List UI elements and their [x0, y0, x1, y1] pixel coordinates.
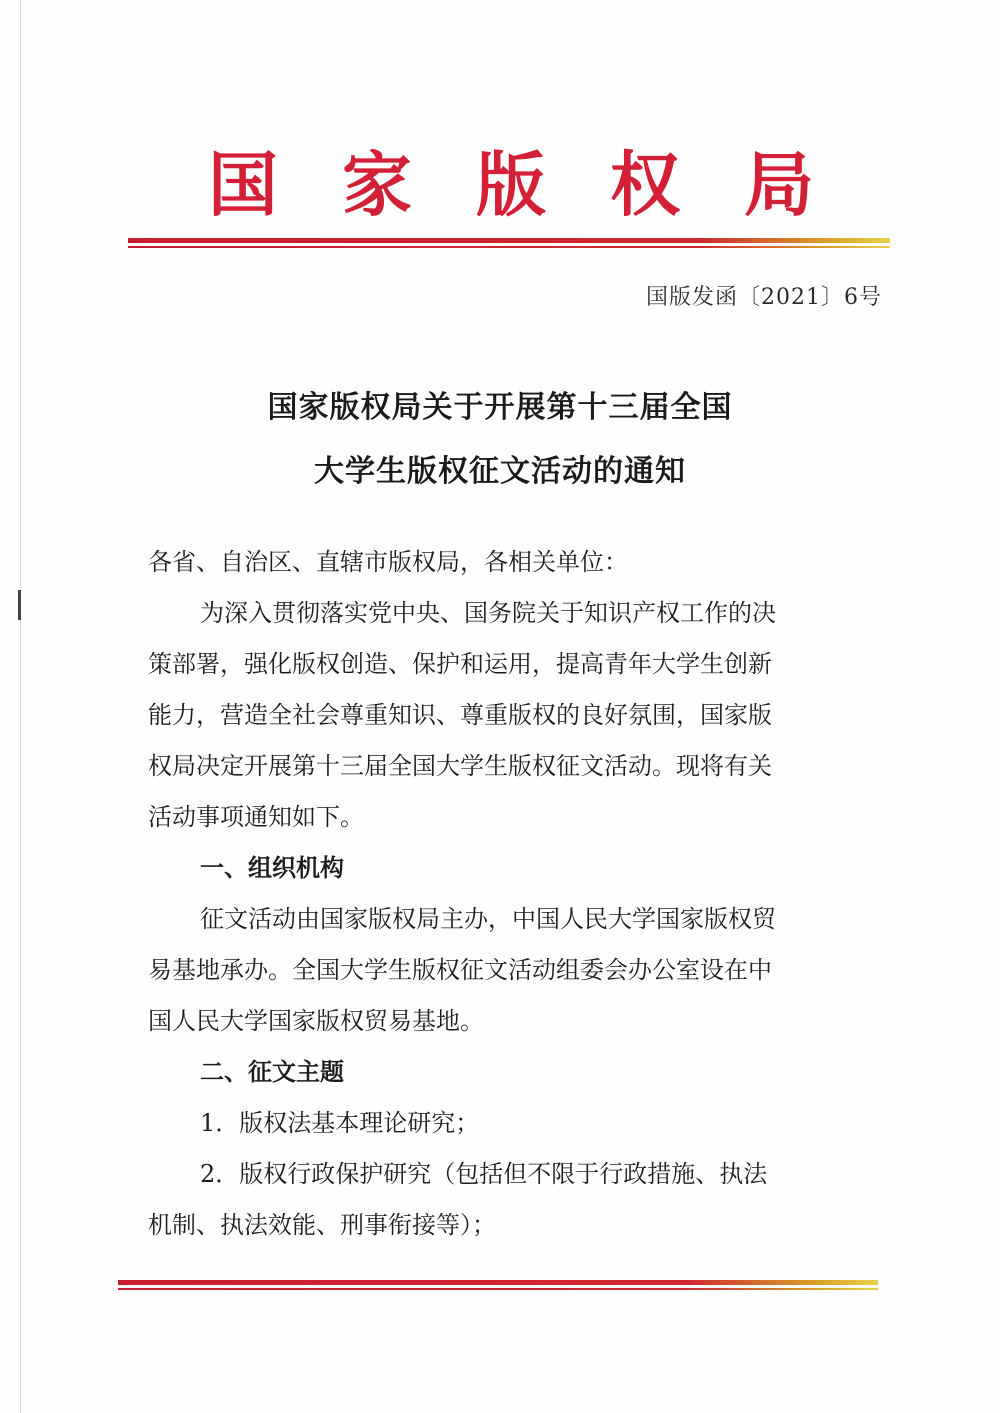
masthead-red-rule — [128, 238, 890, 243]
addressee: 各省、自治区、直辖市版权局，各相关单位： — [148, 548, 628, 576]
section-heading-organization: 一、组织机构 — [200, 853, 344, 882]
masthead-char-4: 权 — [610, 143, 680, 226]
theme-item-2-cont: 机制、执法效能、刑事衔接等）； — [148, 1211, 496, 1239]
intro-line: 权局决定开展第十三届全国大学生版权征文活动。现将有关 — [148, 752, 772, 780]
notice-title-line-1: 国家版权局关于开展第十三届全国 — [267, 390, 733, 425]
document-number: 国版发函〔2021〕6号 — [646, 285, 882, 310]
section1-line: 征文活动由国家版权局主办，中国人民大学国家版权贸 — [200, 905, 776, 933]
masthead-char-5: 局 — [744, 143, 814, 226]
notice-title-line-2: 大学生版权征文活动的通知 — [314, 454, 686, 489]
intro-line: 能力，营造全社会尊重知识、尊重版权的良好氛围，国家版 — [148, 701, 772, 729]
masthead-red-rule-thin — [128, 246, 890, 248]
theme-item-2: 2．版权行政保护研究（包括但不限于行政措施、执法 — [200, 1160, 768, 1188]
intro-line: 策部署，强化版权创造、保护和运用，提高青年大学生创新 — [148, 650, 772, 678]
footer-red-rule-thin — [118, 1288, 878, 1290]
masthead-char-2: 家 — [342, 143, 412, 226]
section-heading-themes: 二、征文主题 — [200, 1057, 344, 1086]
masthead-char-1: 国 — [208, 143, 278, 226]
masthead-char-3: 版 — [476, 143, 546, 226]
intro-line: 活动事项通知如下。 — [148, 803, 364, 831]
masthead — [0, 140, 1000, 230]
section1-line: 国人民大学国家版权贸易基地。 — [148, 1007, 484, 1035]
intro-line: 为深入贯彻落实党中央、国务院关于知识产权工作的决 — [200, 599, 776, 627]
section1-line: 易基地承办。全国大学生版权征文活动组委会办公室设在中 — [148, 956, 772, 984]
theme-item-1: 1．版权法基本理论研究； — [200, 1109, 480, 1137]
footer-red-rule — [118, 1280, 878, 1285]
scan-margin-mark — [18, 590, 21, 620]
